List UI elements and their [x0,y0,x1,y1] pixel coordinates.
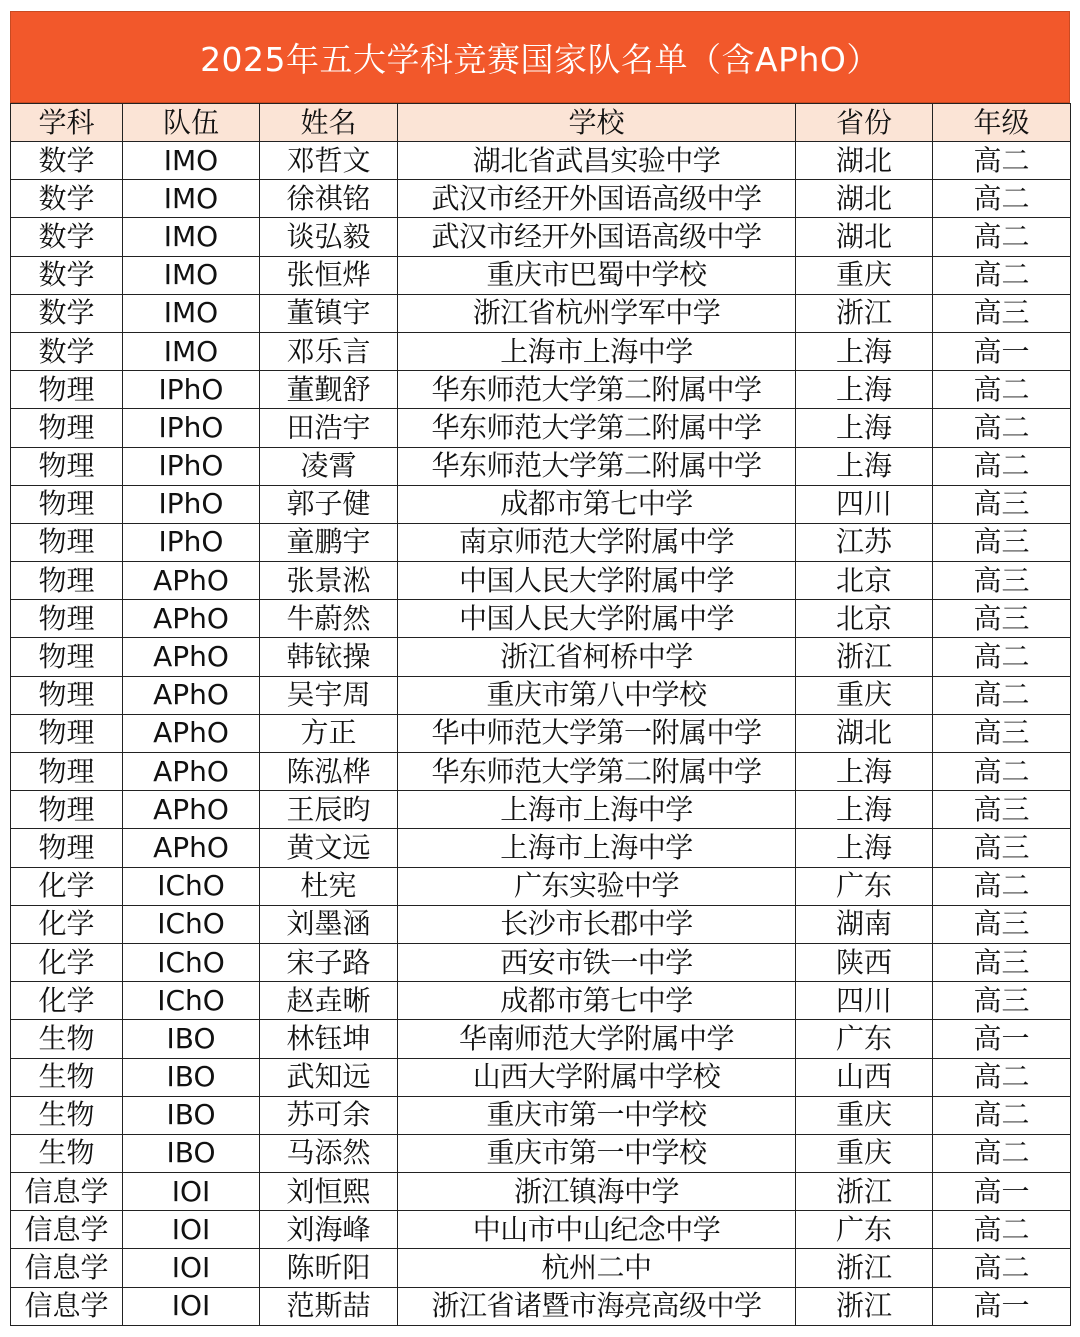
cell-grade: 高三 [933,905,1071,943]
cell-name: 武知远 [260,1058,398,1096]
cell-subject: 生物 [11,1134,123,1172]
table-row [11,1287,1071,1325]
header-row [11,104,1071,142]
cell-subject: 物理 [11,371,123,409]
cell-province: 江苏 [796,523,933,561]
cell-team: IOI [123,1173,260,1211]
cell-team: IChO [123,905,260,943]
cell-grade: 高二 [933,753,1071,791]
cell-team: IOI [123,1211,260,1249]
cell-name: 刘墨涵 [260,905,398,943]
cell-school: 湖北省武昌实验中学 [398,142,796,180]
cell-subject: 物理 [11,638,123,676]
cell-subject: 物理 [11,753,123,791]
cell-subject: 物理 [11,562,123,600]
header-subject: 学科 [11,104,123,142]
cell-school: 中国人民大学附属中学 [398,600,796,638]
cell-name: 林钰坤 [260,1020,398,1058]
cell-school: 重庆市巴蜀中学校 [398,256,796,294]
cell-team: IChO [123,867,260,905]
cell-school: 重庆市第一中学校 [398,1134,796,1172]
cell-province: 湖北 [796,180,933,218]
cell-school: 西安市铁一中学 [398,943,796,981]
cell-school: 浙江省柯桥中学 [398,638,796,676]
cell-subject: 信息学 [11,1173,123,1211]
cell-name: 董觐舒 [260,371,398,409]
cell-team: IPhO [123,409,260,447]
cell-grade: 高二 [933,409,1071,447]
cell-grade: 高二 [933,447,1071,485]
cell-school: 杭州二中 [398,1249,796,1287]
cell-province: 重庆 [796,676,933,714]
cell-grade: 高二 [933,1249,1071,1287]
cell-school: 南京师范大学附属中学 [398,523,796,561]
cell-grade: 高二 [933,218,1071,256]
cell-name: 韩铱操 [260,638,398,676]
cell-name: 杜宪 [260,867,398,905]
cell-name: 王辰昀 [260,791,398,829]
cell-school: 中国人民大学附属中学 [398,562,796,600]
cell-subject: 生物 [11,1058,123,1096]
header-school: 学校 [398,104,796,142]
cell-province: 上海 [796,447,933,485]
table-row [11,982,1071,1020]
cell-grade: 高三 [933,829,1071,867]
header-province: 省份 [796,104,933,142]
cell-name: 吴宇周 [260,676,398,714]
cell-school: 武汉市经开外国语高级中学 [398,180,796,218]
cell-province: 湖北 [796,142,933,180]
cell-province: 北京 [796,562,933,600]
cell-name: 马添然 [260,1134,398,1172]
cell-name: 谈弘毅 [260,218,398,256]
cell-school: 山西大学附属中学校 [398,1058,796,1096]
cell-name: 邓哲文 [260,142,398,180]
table-body [11,142,1071,1326]
table-row [11,943,1071,981]
roster-sheet [10,11,1070,1326]
cell-name: 董镇宇 [260,294,398,332]
cell-subject: 化学 [11,982,123,1020]
cell-school: 浙江镇海中学 [398,1173,796,1211]
cell-school: 成都市第七中学 [398,485,796,523]
cell-province: 浙江 [796,294,933,332]
cell-province: 浙江 [796,638,933,676]
table-row [11,523,1071,561]
cell-province: 重庆 [796,256,933,294]
cell-subject: 物理 [11,447,123,485]
cell-name: 陈昕阳 [260,1249,398,1287]
cell-name: 刘海峰 [260,1211,398,1249]
cell-team: IMO [123,180,260,218]
table-row [11,600,1071,638]
cell-province: 浙江 [796,1173,933,1211]
cell-team: APhO [123,676,260,714]
cell-school: 上海市上海中学 [398,791,796,829]
cell-team: IPhO [123,485,260,523]
cell-province: 广东 [796,867,933,905]
cell-team: APhO [123,791,260,829]
cell-team: IOI [123,1249,260,1287]
cell-team: IBO [123,1134,260,1172]
cell-school: 华东师范大学第二附属中学 [398,753,796,791]
cell-team: IBO [123,1096,260,1134]
cell-subject: 化学 [11,867,123,905]
cell-grade: 高二 [933,676,1071,714]
cell-name: 陈泓桦 [260,753,398,791]
table-row [11,562,1071,600]
table-row [11,638,1071,676]
cell-grade: 高三 [933,982,1071,1020]
cell-name: 张景淞 [260,562,398,600]
cell-name: 徐祺铭 [260,180,398,218]
cell-province: 浙江 [796,1249,933,1287]
cell-subject: 物理 [11,600,123,638]
cell-grade: 高二 [933,1058,1071,1096]
cell-province: 浙江 [796,1287,933,1325]
cell-school: 长沙市长郡中学 [398,905,796,943]
table-header [11,104,1071,142]
cell-subject: 数学 [11,294,123,332]
cell-school: 重庆市第八中学校 [398,676,796,714]
cell-subject: 物理 [11,676,123,714]
cell-province: 上海 [796,753,933,791]
table-row [11,371,1071,409]
cell-name: 牛蔚然 [260,600,398,638]
table-row [11,1134,1071,1172]
cell-name: 宋子路 [260,943,398,981]
cell-school: 华中师范大学第一附属中学 [398,714,796,752]
cell-team: IMO [123,294,260,332]
table-row [11,294,1071,332]
cell-school: 华东师范大学第二附属中学 [398,409,796,447]
cell-province: 四川 [796,982,933,1020]
cell-province: 上海 [796,791,933,829]
cell-grade: 高三 [933,791,1071,829]
cell-team: IChO [123,982,260,1020]
cell-subject: 化学 [11,943,123,981]
cell-grade: 高三 [933,562,1071,600]
cell-team: APhO [123,562,260,600]
cell-subject: 生物 [11,1096,123,1134]
cell-province: 广东 [796,1020,933,1058]
table-row [11,1173,1071,1211]
cell-subject: 物理 [11,523,123,561]
cell-grade: 高一 [933,1020,1071,1058]
table-row [11,142,1071,180]
cell-team: IPhO [123,447,260,485]
cell-grade: 高一 [933,1173,1071,1211]
cell-subject: 数学 [11,142,123,180]
cell-grade: 高二 [933,142,1071,180]
cell-subject: 化学 [11,905,123,943]
cell-name: 田浩宇 [260,409,398,447]
table-row [11,1249,1071,1287]
cell-grade: 高三 [933,714,1071,752]
cell-school: 上海市上海中学 [398,332,796,370]
cell-province: 上海 [796,332,933,370]
cell-province: 四川 [796,485,933,523]
cell-school: 成都市第七中学 [398,982,796,1020]
cell-team: IBO [123,1058,260,1096]
cell-name: 刘恒熙 [260,1173,398,1211]
cell-team: IMO [123,256,260,294]
cell-school: 重庆市第一中学校 [398,1096,796,1134]
table-row [11,180,1071,218]
cell-grade: 高一 [933,1287,1071,1325]
table-title [10,11,1070,103]
cell-grade: 高二 [933,180,1071,218]
table-row [11,676,1071,714]
cell-subject: 数学 [11,218,123,256]
cell-team: APhO [123,600,260,638]
cell-team: IChO [123,943,260,981]
cell-name: 苏可余 [260,1096,398,1134]
cell-school: 华东师范大学第二附属中学 [398,371,796,409]
table-row [11,1096,1071,1134]
cell-subject: 物理 [11,714,123,752]
table-row [11,409,1071,447]
cell-school: 上海市上海中学 [398,829,796,867]
cell-province: 上海 [796,409,933,447]
cell-subject: 生物 [11,1020,123,1058]
cell-grade: 高二 [933,867,1071,905]
table-row [11,447,1071,485]
cell-grade: 高一 [933,332,1071,370]
cell-province: 湖南 [796,905,933,943]
cell-team: APhO [123,753,260,791]
table-title-text: 2025年五大学科竞赛国家队名单（含APhO） [200,39,880,79]
table-row [11,753,1071,791]
table-row [11,1211,1071,1249]
cell-team: APhO [123,829,260,867]
roster-table [10,103,1071,1326]
cell-name: 凌霄 [260,447,398,485]
cell-school: 浙江省诸暨市海亮高级中学 [398,1287,796,1325]
cell-grade: 高二 [933,1134,1071,1172]
cell-subject: 物理 [11,829,123,867]
cell-name: 童鹏宇 [260,523,398,561]
cell-subject: 物理 [11,791,123,829]
cell-team: IMO [123,218,260,256]
cell-team: IMO [123,332,260,370]
table-row [11,1058,1071,1096]
cell-subject: 物理 [11,409,123,447]
cell-grade: 高三 [933,523,1071,561]
cell-province: 上海 [796,371,933,409]
cell-province: 重庆 [796,1134,933,1172]
cell-subject: 信息学 [11,1211,123,1249]
header-team: 队伍 [123,104,260,142]
cell-team: IBO [123,1020,260,1058]
table-row [11,867,1071,905]
table-row [11,332,1071,370]
cell-name: 郭子健 [260,485,398,523]
table-row [11,218,1071,256]
table-row [11,829,1071,867]
cell-subject: 数学 [11,256,123,294]
cell-name: 邓乐言 [260,332,398,370]
cell-grade: 高二 [933,256,1071,294]
cell-province: 北京 [796,600,933,638]
table-row [11,791,1071,829]
cell-name: 张恒烨 [260,256,398,294]
cell-team: APhO [123,714,260,752]
table-row [11,1020,1071,1058]
cell-province: 山西 [796,1058,933,1096]
cell-grade: 高三 [933,943,1071,981]
cell-team: IPhO [123,523,260,561]
cell-subject: 信息学 [11,1249,123,1287]
cell-grade: 高三 [933,600,1071,638]
cell-grade: 高二 [933,371,1071,409]
cell-school: 广东实验中学 [398,867,796,905]
cell-grade: 高二 [933,1211,1071,1249]
cell-subject: 信息学 [11,1287,123,1325]
cell-subject: 数学 [11,180,123,218]
cell-name: 方正 [260,714,398,752]
cell-school: 中山市中山纪念中学 [398,1211,796,1249]
cell-grade: 高二 [933,1096,1071,1134]
cell-province: 陕西 [796,943,933,981]
cell-school: 华东师范大学第二附属中学 [398,447,796,485]
table-row [11,256,1071,294]
cell-team: IPhO [123,371,260,409]
cell-province: 上海 [796,829,933,867]
cell-province: 广东 [796,1211,933,1249]
cell-grade: 高三 [933,485,1071,523]
cell-province: 湖北 [796,218,933,256]
cell-province: 湖北 [796,714,933,752]
cell-province: 重庆 [796,1096,933,1134]
table-row [11,905,1071,943]
header-name: 姓名 [260,104,398,142]
table-row [11,714,1071,752]
cell-team: APhO [123,638,260,676]
cell-school: 华南师范大学附属中学 [398,1020,796,1058]
cell-team: IOI [123,1287,260,1325]
cell-name: 黄文远 [260,829,398,867]
cell-subject: 物理 [11,485,123,523]
cell-grade: 高三 [933,294,1071,332]
cell-subject: 数学 [11,332,123,370]
header-grade: 年级 [933,104,1071,142]
cell-school: 浙江省杭州学军中学 [398,294,796,332]
cell-grade: 高二 [933,638,1071,676]
cell-team: IMO [123,142,260,180]
cell-school: 武汉市经开外国语高级中学 [398,218,796,256]
table-row [11,485,1071,523]
cell-name: 范斯喆 [260,1287,398,1325]
cell-name: 赵垚晰 [260,982,398,1020]
